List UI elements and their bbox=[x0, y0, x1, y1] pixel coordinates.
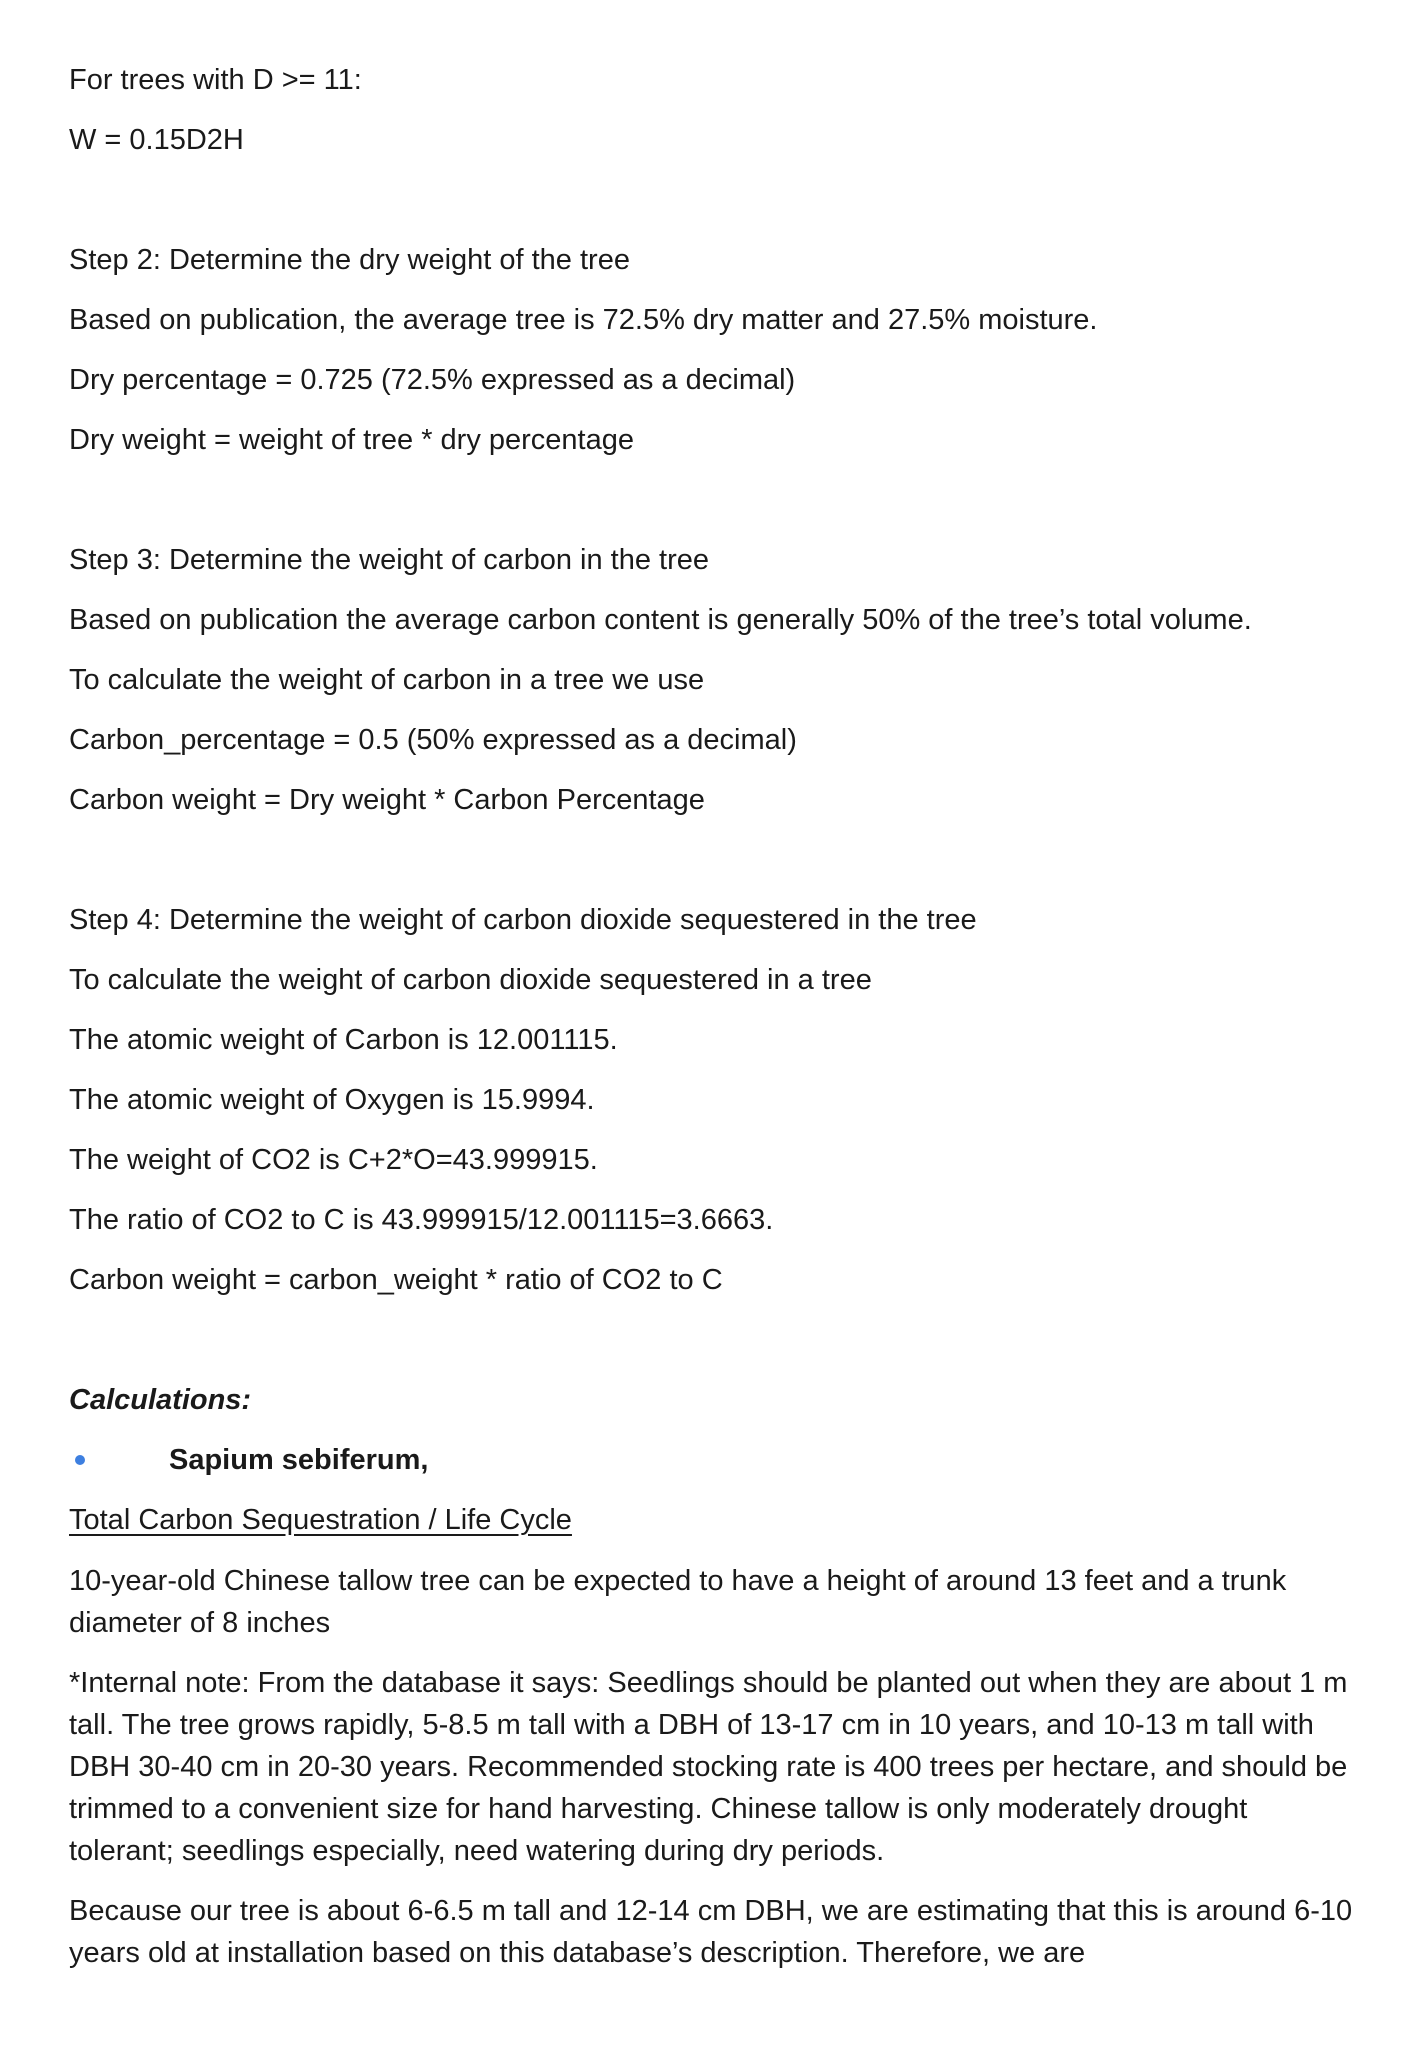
step4-line: Carbon weight = carbon_weight * ratio of CO2 to C bbox=[69, 1264, 723, 1296]
life-cycle-subheading: Total Carbon Sequestration / Life Cycle bbox=[69, 1504, 572, 1536]
calculations-heading: Calculations: bbox=[69, 1384, 252, 1416]
step2-line: Based on publication, the average tree is 72.5% dry matter and 27.5% moisture. bbox=[69, 304, 1098, 336]
step4-line: The weight of CO2 is C+2*O=43.999915. bbox=[69, 1144, 598, 1176]
document-page bbox=[69, 60, 1359, 1992]
internal-note-paragraph: *Internal note: From the database it says: Seedlings should be planted out when they are about 1 m tall. The tree grows rapidly, 5-8.5 m tall with a DBH of 13-17 cm in 10 years, and 10-13 m tall with DBH 30-40 cm in 20-30 years. Recommended stocking rate is 400 trees per hectare, and should be trimmed to a convenient size for hand harvesting. Chinese tallow is only moderately drought tolerant; seedlings especially, need watering during dry periods. bbox=[69, 1667, 1348, 1867]
step4-heading: Step 4: Determine the weight of carbon dioxide sequestered in the tree bbox=[69, 904, 977, 936]
section-gap bbox=[69, 1320, 1359, 1380]
estimate-paragraph: Because our tree is about 6-6.5 m tall and 12-14 cm DBH, we are estimating that this is around 6-10 years old at installation based on this database’s description. Therefore, we are bbox=[69, 1895, 1353, 1969]
step3-line: Carbon_percentage = 0.5 (50% expressed as a decimal) bbox=[69, 724, 797, 756]
step4-line: The atomic weight of Oxygen is 15.9994. bbox=[69, 1084, 595, 1116]
step4-line: The atomic weight of Carbon is 12.001115. bbox=[69, 1024, 618, 1056]
step4-line: To calculate the weight of carbon dioxide sequestered in a tree bbox=[69, 964, 872, 996]
species-name: Sapium sebiferum, bbox=[169, 1444, 429, 1476]
step3-heading: Step 3: Determine the weight of carbon in the tree bbox=[69, 544, 709, 576]
formula: W = 0.15D2H bbox=[69, 124, 244, 156]
tree-description-paragraph: 10-year-old Chinese tallow tree can be expected to have a height of around 13 feet and a trunk diameter of 8 inches bbox=[69, 1565, 1287, 1639]
step3-line: Carbon weight = Dry weight * Carbon Percentage bbox=[69, 784, 705, 816]
step3-line: Based on publication the average carbon content is generally 50% of the tree’s total volume. bbox=[69, 604, 1252, 636]
section-gap bbox=[69, 840, 1359, 900]
species-bullet-item bbox=[69, 1440, 1359, 1480]
section-gap bbox=[69, 480, 1359, 540]
step4-line: The ratio of CO2 to C is 43.999915/12.001115=3.6663. bbox=[69, 1204, 774, 1236]
section-gap bbox=[69, 180, 1359, 240]
formula-condition: For trees with D >= 11: bbox=[69, 64, 362, 96]
step2-line: Dry percentage = 0.725 (72.5% expressed as a decimal) bbox=[69, 364, 796, 396]
step3-line: To calculate the weight of carbon in a tree we use bbox=[69, 664, 705, 696]
step2-line: Dry weight = weight of tree * dry percentage bbox=[69, 424, 634, 456]
bullet-icon bbox=[75, 1455, 85, 1465]
step2-heading: Step 2: Determine the dry weight of the tree bbox=[69, 244, 630, 276]
